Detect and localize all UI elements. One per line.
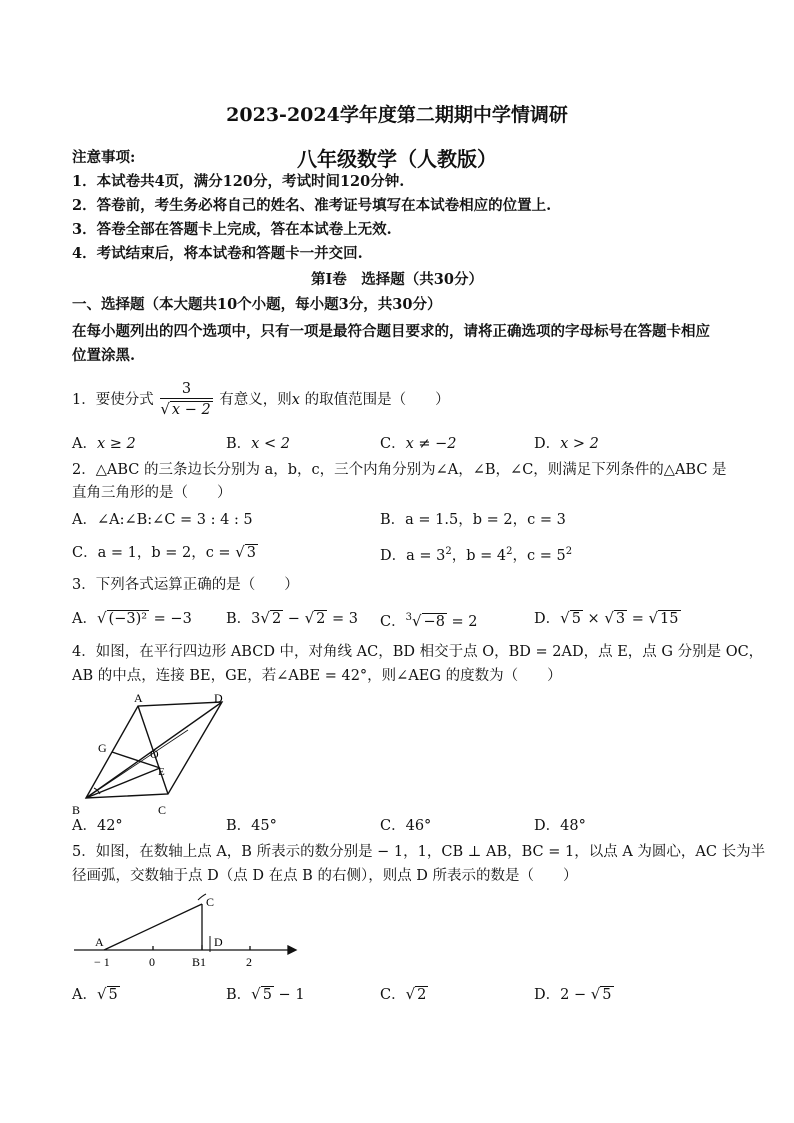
q1-option-c: C．x ≠ −2 (380, 436, 457, 452)
q3-option-b: B．3√ 2 − √ 2 = 3 (226, 609, 358, 627)
question-5-line-1: 5．如图，在数轴上点 A，B 所表示的数分别是 − 1，1，CB ⊥ AB，BC = 1，以点 A 为圆心，AC 长为半 (72, 844, 766, 860)
notes-heading: 注意事项: (72, 149, 136, 166)
axis-arrow (288, 946, 296, 954)
q3-option-d: D．√ 5 × √ 3 = √ 15 (534, 609, 679, 627)
part1-heading: 第Ⅰ卷 选择题（共30分） (311, 271, 483, 288)
exam-title: 2023-2024学年度第二期期中学情调研 (226, 104, 568, 126)
q2-option-d: D．$a = 3^2$，$b = 4^2$，$c = 5^2$ (380, 546, 573, 564)
question-4-line-2: AB 的中点，连接 BE，GE，若∠ABE = 42°，则∠AEG 的度数为（ ） (72, 668, 562, 684)
note-item-4: 4．考试结束后，将本试卷和答题卡一并交回. (72, 245, 363, 262)
q5-option-b: B．√ 5 − 1 (226, 985, 305, 1003)
q4-option-a: A．42° (72, 818, 123, 834)
parallelogram-figure (70, 690, 240, 820)
q1-option-b: B．x < 2 (226, 436, 290, 452)
q4-option-b: B．45° (226, 818, 277, 834)
q3-option-c: C．$^3$√ −8 = 2 (380, 611, 478, 630)
note-item-3: 3．答卷全部在答题卡上完成，答在本试卷上无效. (72, 221, 392, 238)
q5-option-c: C．√ 2 (380, 985, 427, 1003)
question-3-stem: 3．下列各式运算正确的是（ ） (72, 577, 299, 593)
note-item-1: 1．本试卷共4页，满分120分，考试时间120分钟. (72, 173, 405, 190)
question-2-line-2: 直角三角形的是（ ） (72, 485, 232, 501)
q5-option-a: A．√ 5 (72, 985, 118, 1003)
q1-option-a: A．x ≥ 2 (72, 436, 136, 452)
label-a: A (134, 691, 143, 705)
label-c: C (206, 895, 215, 909)
label-e: E (158, 766, 165, 778)
label-d: D (214, 935, 223, 949)
q2-option-c: C．a = 1，b = 2，c = √ 3 (72, 543, 256, 561)
note-item-2: 2．答卷前，考生务必将自己的姓名、准考证号填写在本试卷相应的位置上. (72, 197, 552, 214)
q3-option-a: A．√ (−3)² = −3 (72, 609, 192, 627)
question-4-line-1: 4．如图，在平行四边形 ABCD 中，对角线 AC，BD 相交于点 O，BD = 2AD，点 E，点 G 分别是 OC， (72, 644, 764, 660)
tick-label-b1: B1 (192, 955, 207, 969)
arc-mark-c (198, 894, 206, 900)
q2-option-a: A．∠A:∠B:∠C = 3 : 4 : 5 (72, 512, 253, 528)
fraction: $\frac{3}{√ x - 2}$ (160, 381, 211, 418)
question-5-line-2: 径画弧，交数轴于点 D（点 D 在点 B 的右侧），则点 D 所表示的数是（ ） (72, 868, 578, 884)
label-a: A (95, 935, 104, 949)
question-2-line-1: 2．△ABC 的三条边长分别为 a，b，c，三个内角分别为∠A，∠B，∠C，则满足下列条件的△ABC 是 (72, 462, 727, 478)
q1-option-d: D．x > 2 (534, 436, 599, 452)
label-b: B (72, 803, 81, 817)
section-heading: 一、选择题（本大题共10个小题，每小题3分，共30分） (72, 296, 442, 313)
section-instruction: 在每小题列出的四个选项中，只有一项是最符合题目要求的，请将正确选项的字母标号在答题卡相应位置涂黑. (72, 323, 710, 364)
tick-label-2: 2 (246, 955, 252, 969)
tick-label-neg1: − 1 (94, 955, 110, 969)
label-o: O (150, 747, 159, 761)
label-g: G (98, 741, 107, 755)
q4-option-d: D．48° (534, 818, 586, 834)
label-d: D (214, 691, 223, 705)
q2-option-b: B．a = 1.5，b = 2，c = 3 (380, 512, 566, 528)
exam-subtitle: 八年级数学（人教版） (297, 147, 497, 171)
label-c: C (158, 803, 167, 817)
number-line-figure (70, 890, 310, 970)
q4-option-c: C．46° (380, 818, 432, 834)
segment-ac (104, 904, 202, 950)
q5-option-d: D．2 − √ 5 (534, 985, 612, 1003)
question-1-stem: 1．要使分式 $\frac{3}{√ x - 2}$ 有意义，则x 的取值范围是（ ） (72, 381, 450, 418)
tick-label-0: 0 (149, 955, 155, 969)
